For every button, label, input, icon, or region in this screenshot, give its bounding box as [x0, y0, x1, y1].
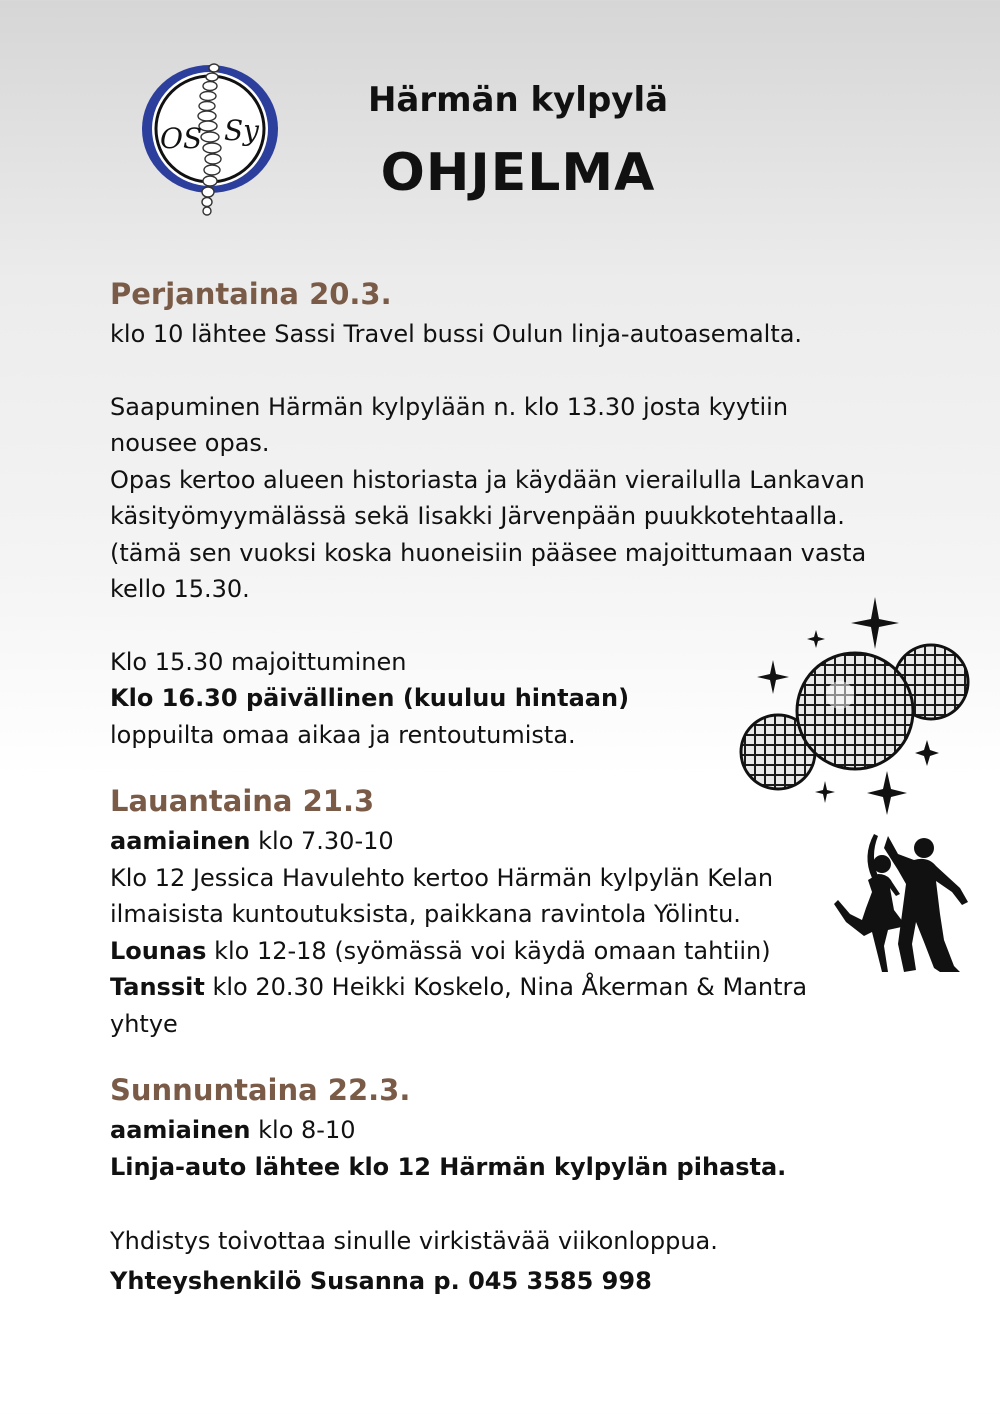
- saturday-dance-text: klo 20.30 Heikki Koskelo, Nina Åkerman & Mantra yhtye: [110, 973, 808, 1038]
- saturday-lunch: [110, 933, 900, 970]
- friday-note: (tämä sen vuoksi koska huoneisiin pääsee majoittumaan vasta kello 15.30.: [110, 538, 867, 603]
- saturday-talk: Klo 12 Jessica Havulehto kertoo Härmän kylpylän Kelan ilmaisista kuntoutuksista, paikkana ravintola Yölintu.: [110, 863, 774, 928]
- friday-evening: loppuilta omaa aikaa ja rentoutumista.: [110, 720, 576, 749]
- dancing-couple-icon: [828, 826, 973, 976]
- sunday-bus: Linja-auto lähtee klo 12 Härmän kylpylän pihasta.: [110, 1152, 787, 1181]
- friday-accommodation: Klo 15.30 majoittuminen: [110, 647, 407, 676]
- friday-heading: Perjantaina 20.3.: [110, 277, 392, 311]
- friday-departure: klo 10 lähtee Sassi Travel bussi Oulun linja-autoasemalta.: [110, 320, 803, 348]
- footer-contact: Yhteyshenkilö Susanna p. 045 3585 998: [110, 1267, 652, 1295]
- sunday-section: [110, 1068, 900, 1185]
- disco-balls-icon: [735, 595, 985, 820]
- saturday-breakfast-label: aamiainen: [110, 827, 251, 855]
- page-title: OHJELMA: [380, 143, 656, 203]
- saturday-dance-label: Tanssit: [110, 973, 205, 1001]
- saturday-lunch-label: Lounas: [110, 936, 207, 965]
- saturday-breakfast-time: klo 7.30-10: [250, 827, 394, 855]
- friday-guide: Opas kertoo alueen historiasta ja käydään vierailulla Lankavan käsityömyymälässä sekä Iisakki Järvenpään puukkotehtaalla.: [110, 465, 865, 530]
- saturday-dance: [110, 969, 825, 1042]
- saturday-lunch-text: klo 12-18 (syömässä voi käydä omaan tahtiin): [206, 936, 771, 965]
- logo-text-right: Sy: [224, 114, 259, 147]
- sunday-breakfast-label: aamiainen: [110, 1116, 251, 1144]
- friday-dinner: Klo 16.30 päivällinen (kuuluu hintaan): [110, 684, 630, 712]
- sunday-heading: Sunnuntaina 22.3.: [110, 1073, 411, 1107]
- sunday-breakfast: [110, 1112, 900, 1149]
- saturday-breakfast: [110, 823, 900, 860]
- venue-name: Härmän kylpylä: [367, 80, 669, 120]
- logo-text-left: OS: [160, 122, 203, 155]
- sunday-breakfast-time: klo 8-10: [250, 1116, 356, 1144]
- saturday-heading: Lauantaina 21.3: [110, 784, 375, 818]
- footer-wish: Yhdistys toivottaa sinulle virkistävää viikonloppua.: [110, 1227, 718, 1255]
- friday-arrival: Saapuminen Härmän kylpylään n. klo 13.30 josta kyytiin nousee opas.: [110, 392, 789, 457]
